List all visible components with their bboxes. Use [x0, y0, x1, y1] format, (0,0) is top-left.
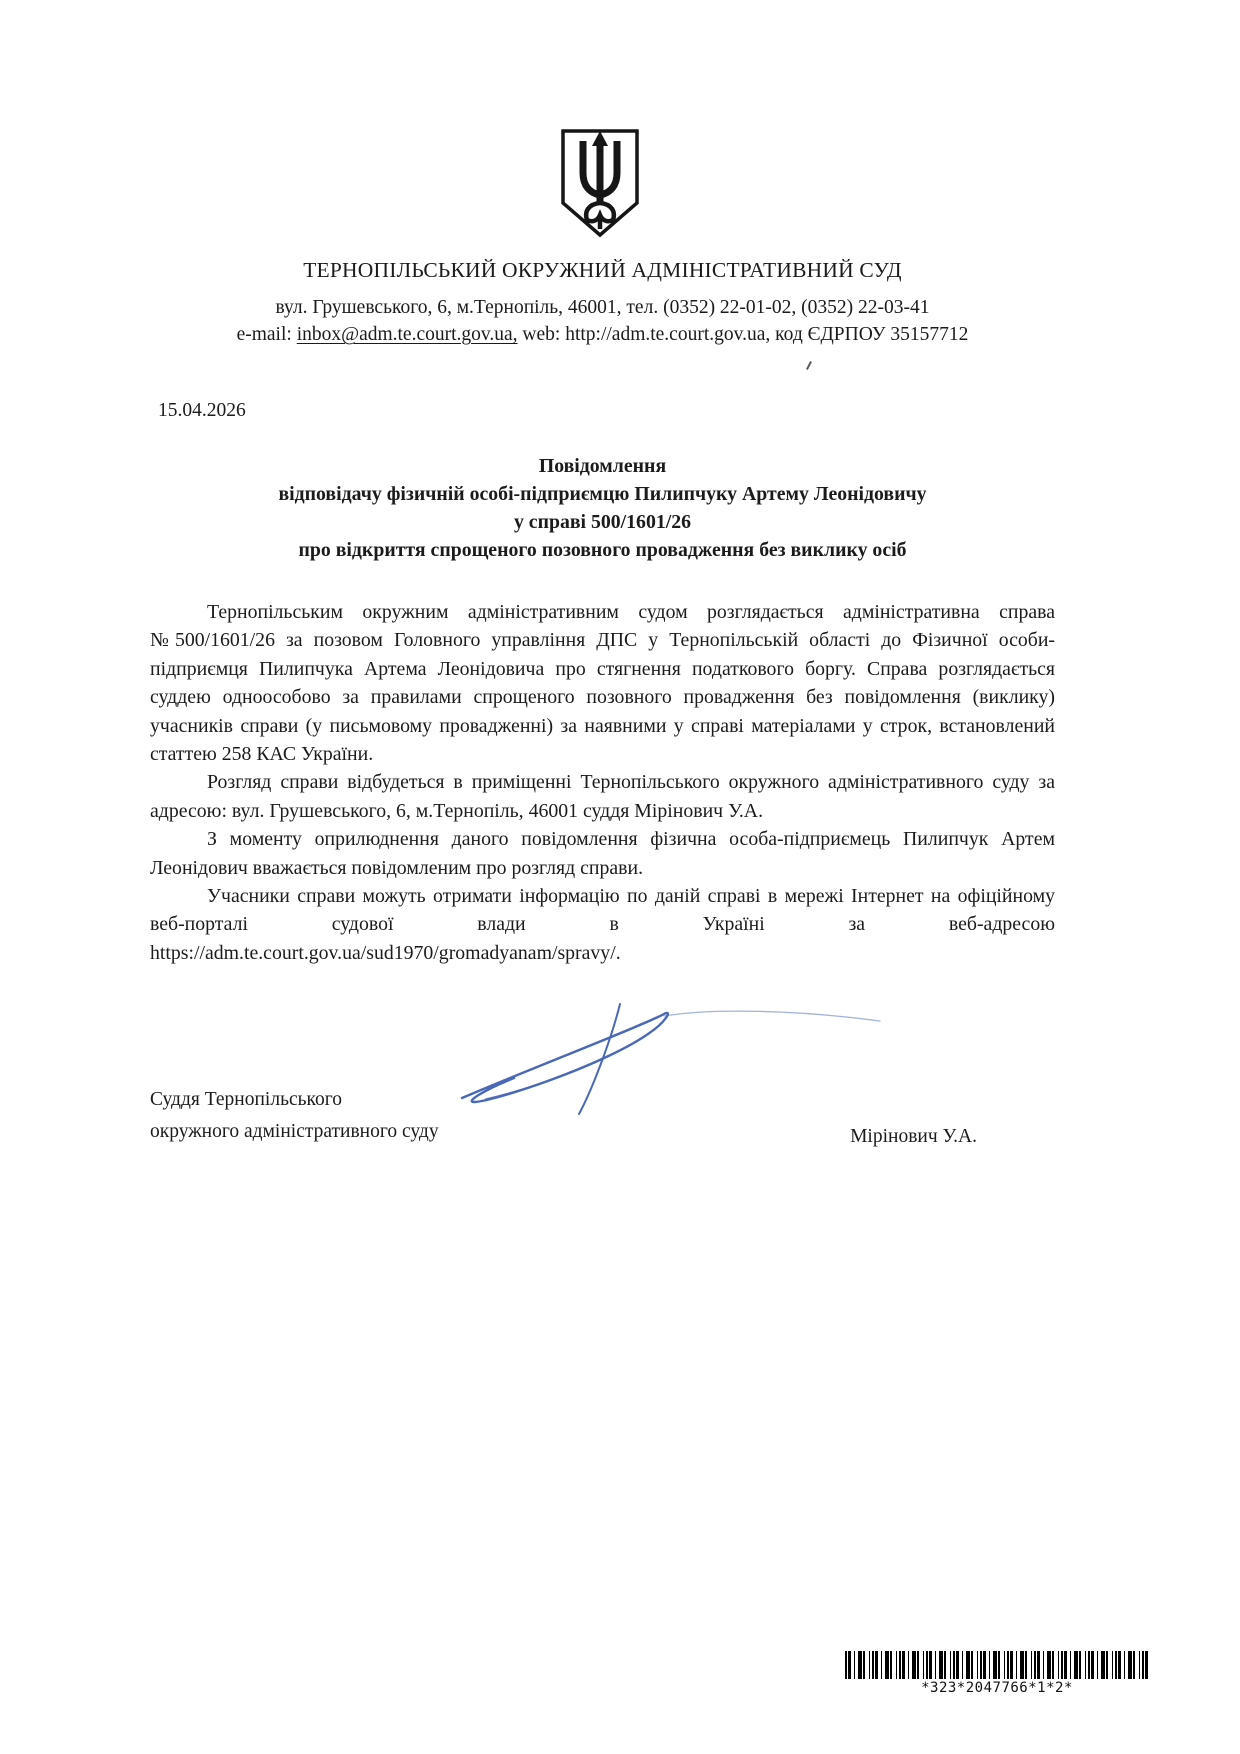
- judge-title-line: окружного адміністративного суду: [150, 1121, 439, 1142]
- letterhead: [150, 258, 1055, 346]
- ukraine-trident-emblem-icon: [558, 127, 642, 244]
- notice-title-block: [150, 452, 1055, 564]
- scan-artifact: [806, 361, 812, 370]
- barcode-block: [845, 1651, 1149, 1696]
- notice-body: [150, 598, 1055, 967]
- email-label: e-mail:: [236, 324, 297, 345]
- edrpou-code: , код ЄДРПОУ 35157712: [765, 324, 969, 345]
- judge-name: Мірінович У.А.: [850, 1126, 977, 1147]
- notice-title-line: про відкриття спрощеного позовного провадження без виклику осіб: [298, 539, 907, 561]
- document-date: 15.04.2026: [158, 400, 246, 421]
- notice-title-line: у справі 500/1601/26: [513, 511, 692, 533]
- judge-title: [150, 1084, 439, 1148]
- court-contact-line: [150, 324, 1055, 346]
- body-paragraph: Учасники справи можуть отримати інформацію по даній справі в мережі Інтернет на офіційному веб-порталі судової влади в Україні за веб-адресою https://adm.te.court.gov.ua/sud1970/gromadyanam/spravy/.: [150, 885, 1055, 964]
- web-address: http://adm.te.court.gov.ua: [565, 324, 766, 345]
- notice-title-line: Повідомлення: [538, 455, 667, 477]
- signature-block: [150, 1084, 1055, 1148]
- barcode-text: *323*2047766*1*2*: [921, 1680, 1073, 1696]
- judge-title-line: Суддя Тернопільського: [150, 1089, 343, 1110]
- web-label: web:: [517, 324, 566, 345]
- body-paragraph: Тернопільським окружним адміністративним судом розглядається адміністративна справа №500/1601/26 за позовом Головного управління ДПС у Тернопільській області до Фізичної особи-підприємця Пилипчука Артема Леонідовича про стягнення податкового боргу. Справа розглядається суддею одноособово за правилами спрощеного позовного провадження без повідомлення (виклику) учасників справи (у письмовому провадженні) за наявними у справі матеріалами у строк, встановлений статтею 258 КАС України.: [150, 601, 1055, 766]
- email-address: inbox@adm.te.court.gov.ua,: [296, 324, 518, 345]
- notice-title-line: відповідачу фізичній особі-підприємцю Пилипчуку Артему Леонідовичу: [278, 483, 927, 505]
- court-name: ТЕРНОПІЛЬСЬКИЙ ОКРУЖНИЙ АДМІНІСТРАТИВНИЙ СУД: [303, 258, 902, 282]
- court-address-line: вул. Грушевського, 6, м.Тернопіль, 46001, тел. (0352) 22-01-02, (0352) 22-03-41: [275, 297, 930, 318]
- body-paragraph: Розгляд справи відбудеться в приміщенні Тернопільського окружного адміністративного суду за адресою: вул. Грушевського, 6, м.Тернопіль, 46001 суддя Мірінович У.А.: [150, 771, 1055, 822]
- barcode-icon: [845, 1651, 1149, 1679]
- body-paragraph: З моменту оприлюднення даного повідомлення фізична особа-підприємець Пилипчук Артем Леонідович вважається повідомленим про розгляд справи.: [150, 828, 1055, 879]
